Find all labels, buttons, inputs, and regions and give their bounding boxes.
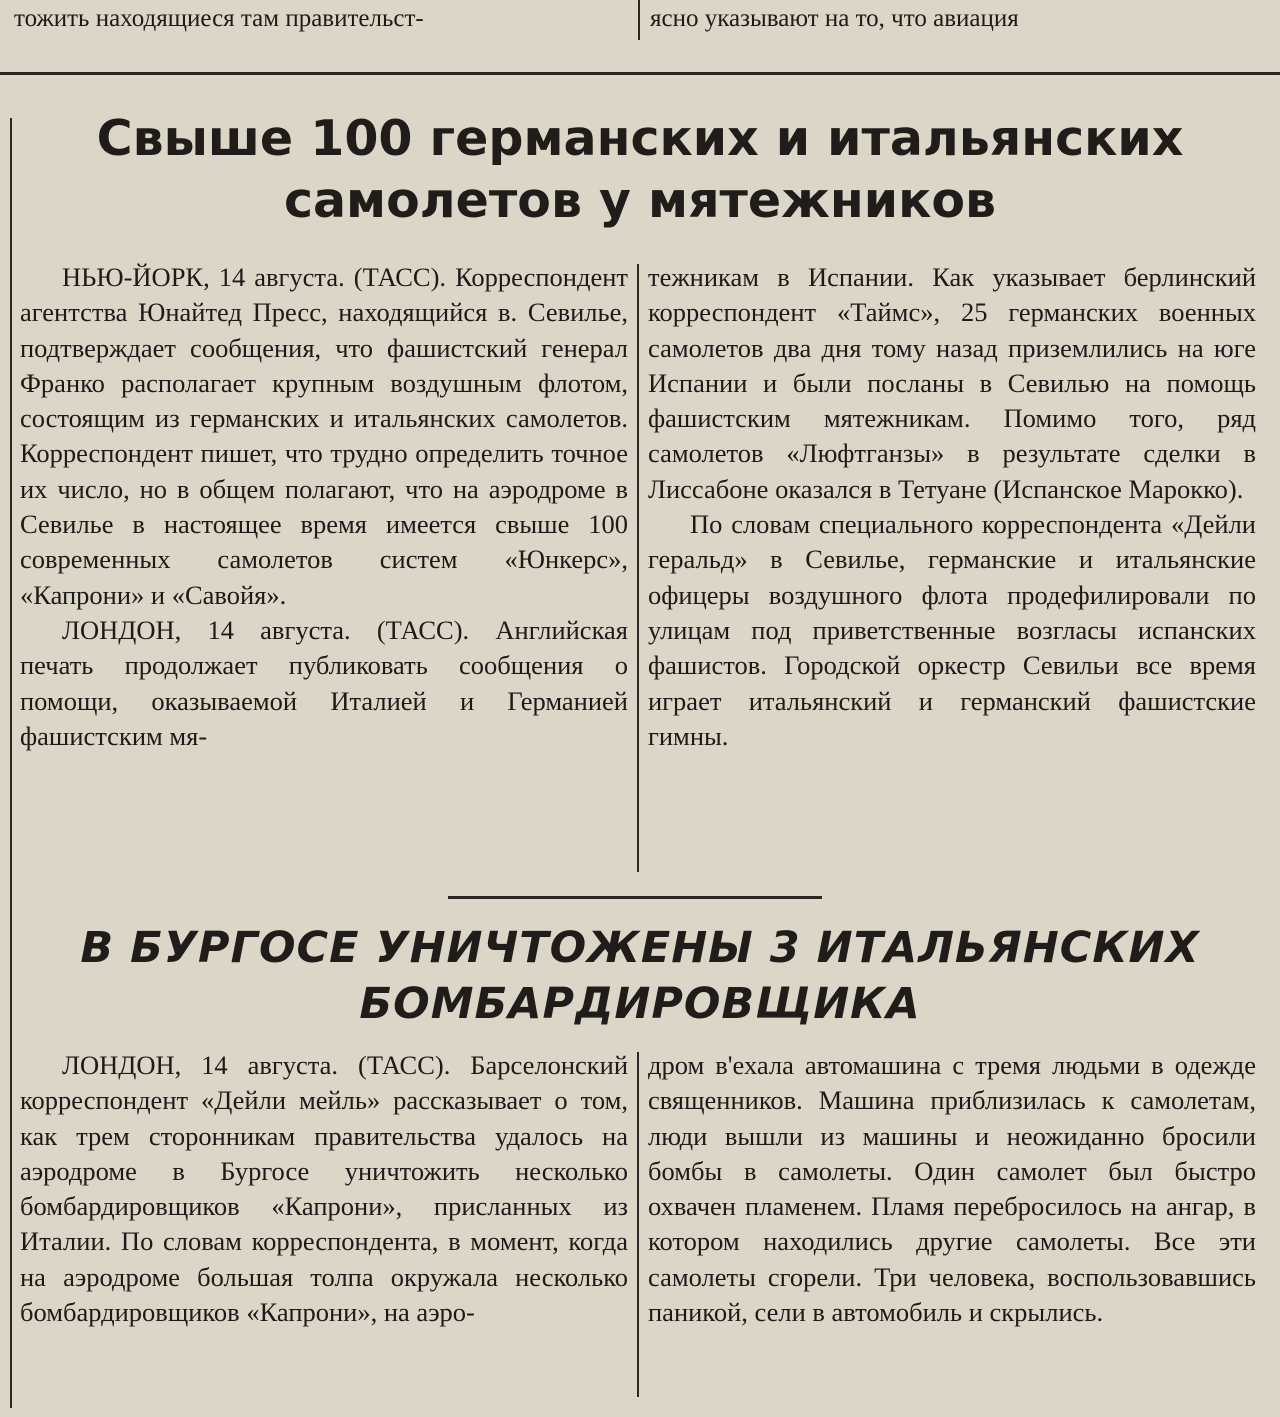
article1-right-column: [648, 260, 1256, 754]
article1-headline-line1: Свыше 100 германских и итальянских: [96, 110, 1184, 167]
article1-headline-line2: самолетов у мятежников: [283, 172, 997, 229]
section-divider: [448, 896, 822, 899]
article1-paragraph: НЬЮ-ЙОРК, 14 августа. (ТАСС). Корреспондент агентства Юнайтед Пресс, находящийся в. Севилье, подтверждает сообщения, что фашистский генерал Франко располагает крупным воздушным флотом, состоящим из германских и итальянских самолетов. Корреспондент пишет, что трудно определить точное их число, но в общем полагают, что на аэродроме в Севилье в настоящее время имеется свыше 100 современных самолетов систем «Юнкерс», «Капрони» и «Савойя».: [20, 262, 628, 610]
article1-headline: [20, 108, 1260, 232]
article2-right-column: [648, 1048, 1256, 1330]
article1-paragraph: ЛОНДОН, 14 августа. (ТАСС). Английская печать продолжает публиковать сообщения о помощи, оказываемой Италией и Германией фашистским мя-: [20, 614, 628, 751]
article2-left-column: [20, 1048, 628, 1330]
article2-headline-line1: В БУРГОСЕ УНИЧТОЖЕНЫ 3 ИТАЛЬЯНСКИХ: [80, 923, 1200, 973]
column-divider: [638, 0, 640, 40]
previous-article-right-line: ясно указывают на то, что авиация: [650, 5, 1019, 32]
article1-paragraph: тежникам в Испании. Как указывает берлинский корреспондент «Таймс», 25 германских военных самолетов два дня тому назад приземлились на юге Испании и были посланы в Севилью на помощь фашистским мятежникам. Помимо того, ряд самолетов «Люфтганзы» в результате сделки в Лиссабоне оказался в Тетуане (Испанское Марокко).: [648, 262, 1256, 504]
page-left-border: [10, 118, 12, 1408]
article1-body: [20, 260, 1260, 875]
article2-headline: [20, 920, 1260, 1032]
column-divider: [637, 1052, 639, 1397]
previous-article-fragment: [0, 0, 1280, 44]
article1-paragraph: По словам специального корреспондента «Дейли геральд» в Севилье, германские и итальянские офицеры воздушного флота продефилировали по улицам под приветственные возгласы испанских фашистов. Городской оркестр Севильи все время играет итальянский и германский фашистские гимны.: [648, 509, 1256, 751]
previous-article-left-line: тожить находящиеся там правительст-: [14, 5, 424, 32]
column-divider: [637, 264, 639, 872]
article2-paragraph: ЛОНДОН, 14 августа. (ТАСС). Барселонский корреспондент «Дейли мейль» рассказывает о том, как трем сторонникам правительства удалось на аэродроме в Бургосе уничтожить несколько бомбардировщиков «Капрони», присланных из Италии. По словам корреспондента, в момент, когда на аэродроме большая толпа окружала несколько бомбардировщиков «Капрони», на аэро-: [20, 1050, 628, 1328]
article2-paragraph: дром в'ехала автомашина с тремя людьми в одежде священников. Машина приблизилась к самолетам, люди вышли из машины и неожиданно бросили бомбы в самолеты. Один самолет был быстро охвачен пламенем. Пламя перебросилось на ангар, в котором находились другие самолеты. Все эти самолеты сгорели. Три человека, воспользовавшись паникой, сели в автомобиль и скрылись.: [648, 1050, 1256, 1328]
article1-left-column: [20, 260, 628, 754]
section-divider-top: [0, 72, 1280, 75]
article2-body: [20, 1048, 1260, 1408]
article2-headline-line2: БОМБАРДИРОВЩИКА: [359, 979, 921, 1029]
